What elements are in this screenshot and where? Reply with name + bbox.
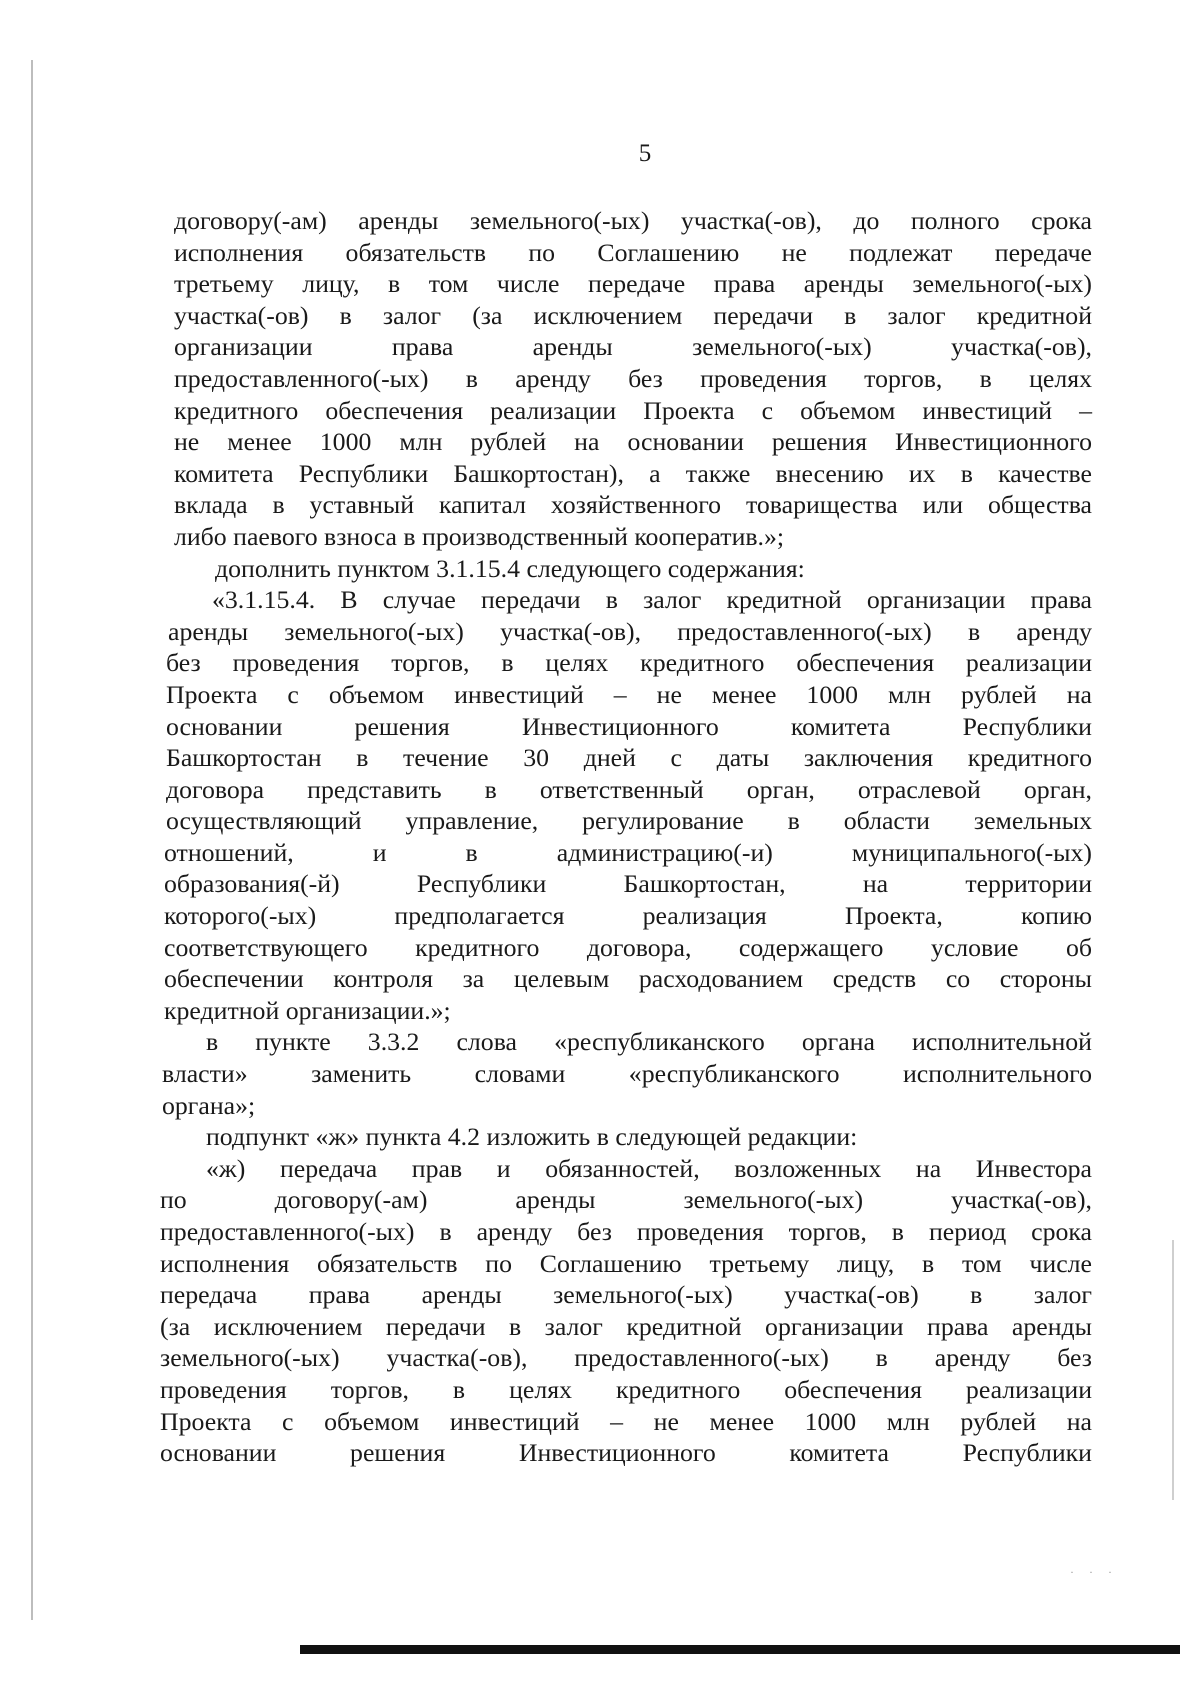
text-line: земельного(-ых) участка(-ов), предоставленного(-ых) в аренду без	[160, 1343, 1092, 1373]
text-line: комитета Республики Башкортостан), а также внесению их в качестве	[174, 458, 1092, 488]
text-line: проведения торгов, в целях кредитного обеспечения реализации	[160, 1374, 1092, 1404]
page-number: 5	[638, 140, 652, 167]
text-line: договору(-ам) аренды земельного(-ых) участка(-ов), до полного срока	[174, 206, 1092, 235]
text-line: соответствующего кредитного договора, содержащего условие об	[164, 932, 1092, 962]
text-line: отношений, и в администрацию(-и) муниципального(-ых)	[164, 837, 1092, 867]
text-line: организации права аренды земельного(-ых) участка(-ов),	[174, 332, 1092, 362]
paragraph-line: в пункте 3.3.2 слова «республиканского органа исполнительной	[206, 1027, 1092, 1057]
text-line: кредитного обеспечения реализации Проекта с объемом инвестиций –	[174, 395, 1092, 425]
text-line: образования(-й) Республики Башкортостан, на территории	[164, 869, 1092, 899]
paragraph-line: дополнить пунктом 3.1.15.4 следующего содержания:	[215, 553, 805, 583]
paragraph-line: подпункт «ж» пункта 4.2 изложить в следующей редакции:	[206, 1122, 858, 1152]
text-line: передача права аренды земельного(-ых) участка(-ов) в залог	[160, 1280, 1092, 1310]
paragraph-line: «ж) передача прав и обязанностей, возложенных на Инвестора	[206, 1153, 1092, 1183]
text-line: без проведения торгов, в целях кредитного обеспечения реализации	[166, 648, 1092, 678]
text-line: Башкортостан в течение 30 дней с даты заключения кредитного	[166, 743, 1092, 773]
text-line: не менее 1000 млн рублей на основании решения Инвестиционного	[174, 427, 1092, 457]
scan-right-edge	[1172, 1240, 1174, 1500]
text-line: основании решения Инвестиционного комитета Республики	[160, 1438, 1092, 1468]
text-line: органа»;	[162, 1090, 256, 1120]
text-line: аренды земельного(-ых) участка(-ов), предоставленного(-ых) в аренду	[168, 616, 1092, 646]
text-line: осуществляющий управление, регулирование в области земельных	[166, 806, 1092, 836]
text-line: по договору(-ам) аренды земельного(-ых) участка(-ов),	[160, 1185, 1092, 1215]
text-line: исполнения обязательств по Соглашению не подлежат передаче	[174, 237, 1092, 267]
text-line: договора представить в ответственный орган, отраслевой орган,	[166, 774, 1092, 804]
text-line: вклада в уставный капитал хозяйственного товарищества или общества	[174, 490, 1092, 520]
scan-noise-dots: · · ·	[1070, 1565, 1118, 1579]
text-line: либо паевого взноса в производственный кооператив.»;	[174, 521, 785, 551]
text-line: которого(-ых) предполагается реализация Проекта, копию	[164, 901, 1092, 931]
scan-left-edge	[31, 60, 33, 1620]
text-line: основании решения Инвестиционного комитета Республики	[166, 711, 1092, 741]
paragraph-line: «3.1.15.4. В случае передачи в залог кредитной организации права	[212, 585, 1092, 615]
text-line: Проекта с объемом инвестиций – не менее 1000 млн рублей на	[160, 1406, 1092, 1436]
text-line: участка(-ов) в залог (за исключением передачи в залог кредитной	[174, 300, 1092, 330]
scan-bottom-bar	[300, 1645, 1180, 1654]
document-body	[160, 205, 1092, 1469]
text-line: обеспечении контроля за целевым расходованием средств со стороны	[164, 964, 1092, 994]
text-line: третьему лицу, в том числе передаче права аренды земельного(-ых)	[174, 269, 1092, 299]
text-line: предоставленного(-ых) в аренду без проведения торгов, в период срока	[160, 1217, 1092, 1246]
text-line: исполнения обязательств по Соглашению третьему лицу, в том числе	[160, 1248, 1092, 1278]
text-line: предоставленного(-ых) в аренду без проведения торгов, в целях	[174, 363, 1092, 393]
text-line: власти» заменить словами «республиканского исполнительного	[162, 1059, 1092, 1089]
text-line: (за исключением передачи в залог кредитной организации права аренды	[160, 1311, 1092, 1341]
text-line: кредитной организации.»;	[164, 995, 451, 1025]
text-line: Проекта с объемом инвестиций – не менее 1000 млн рублей на	[166, 679, 1092, 709]
